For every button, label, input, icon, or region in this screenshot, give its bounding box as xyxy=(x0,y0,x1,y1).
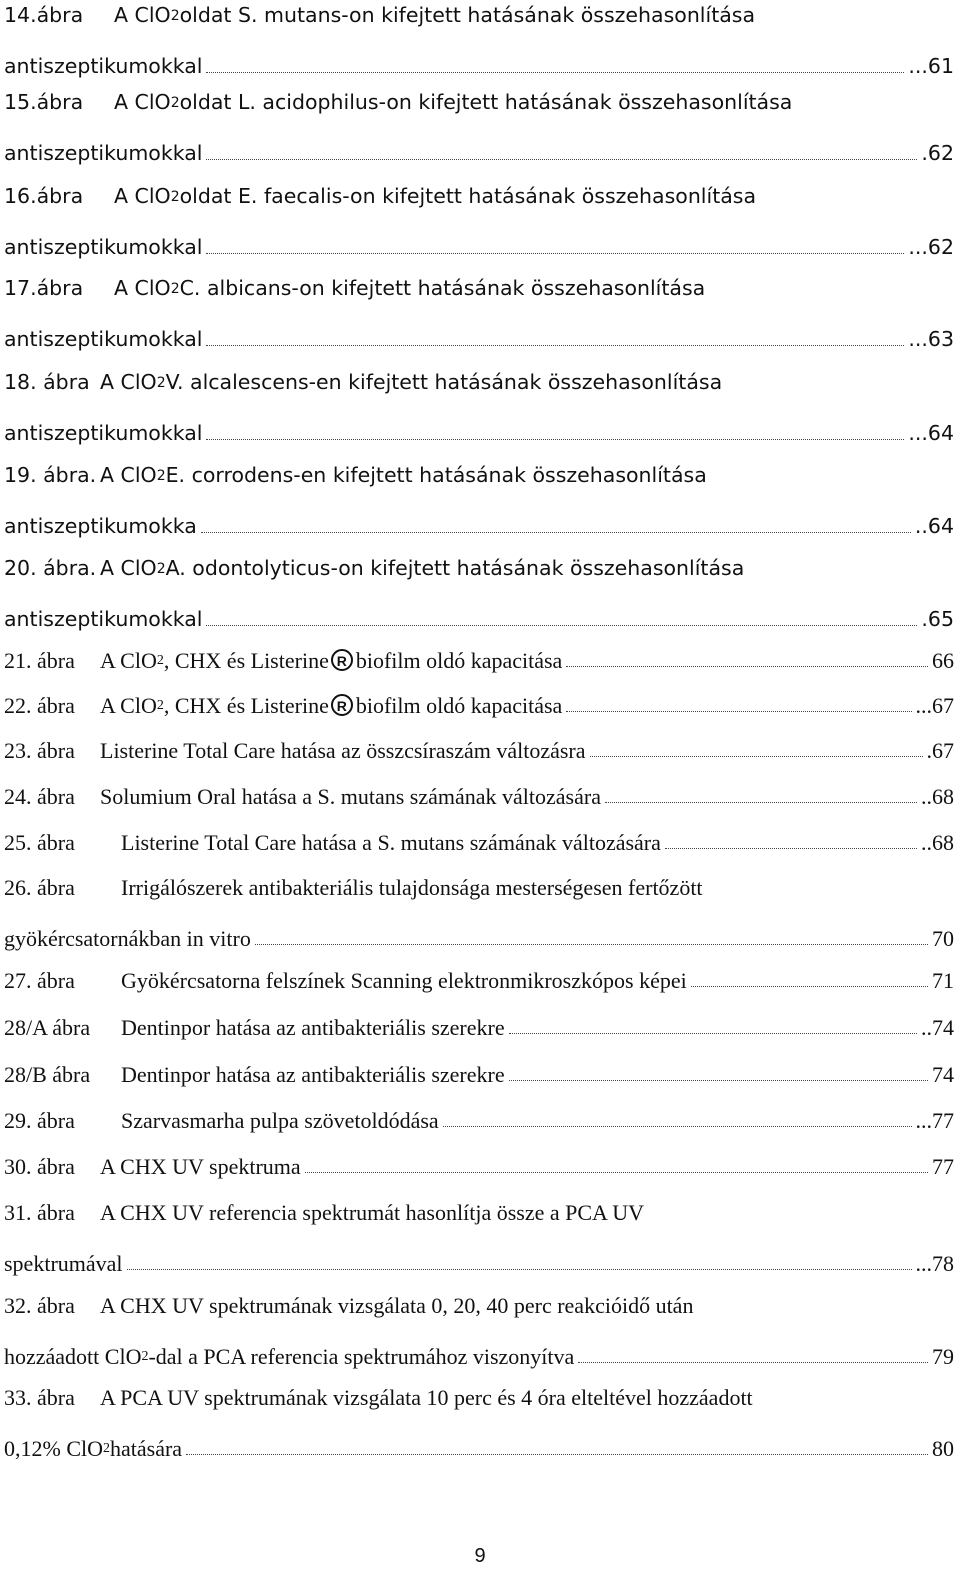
entry-title-continuation: antiszeptikumokkal xyxy=(4,235,203,260)
registered-icon: R xyxy=(331,694,353,716)
entry-title-line xyxy=(4,1187,954,1238)
toc-entry[interactable] xyxy=(4,725,954,776)
leader-dots xyxy=(566,666,928,667)
entry-title: Dentinpor hatása az antibakteriális szerekre xyxy=(121,1061,505,1087)
toc-entry[interactable] xyxy=(4,955,954,1006)
page-ref: 70 xyxy=(932,925,954,951)
clo2-prefix: hozzáadott ClO xyxy=(4,1343,142,1369)
entry-title-end: biofilm oldó kapacitása xyxy=(355,692,563,718)
entry-title: A CHX UV spektrumának vizsgálata 0, 20, 40 perc reakcióidő után xyxy=(100,1292,694,1318)
figure-number: 19. ábra. xyxy=(4,463,97,488)
entry-title: Listerine Total Care hatása a S. mutans számának változására xyxy=(121,829,661,855)
page-ref: ...62 xyxy=(908,235,954,260)
figure-number: 30. ábra xyxy=(4,1153,75,1179)
page-ref: 74 xyxy=(932,1061,954,1087)
figure-number: 18. ábra xyxy=(4,370,90,395)
figure-number: 25. ábra xyxy=(4,829,75,855)
toc-entry[interactable] xyxy=(4,357,954,459)
toc-entry[interactable] xyxy=(4,1049,954,1100)
entry-title-line xyxy=(4,1002,954,1053)
entry-title-continuation: antiszeptikumokkal xyxy=(4,607,203,632)
figure-number: 28/A ábra xyxy=(4,1014,91,1040)
toc-entry[interactable] xyxy=(4,635,954,686)
toc-entry[interactable] xyxy=(4,1141,954,1192)
entry-title: oldat S. mutans-on kifejtett hatásának összehasonlítása xyxy=(179,3,756,28)
entry-title: A CHX UV spektruma xyxy=(100,1153,301,1179)
clo2-prefix: A ClO xyxy=(100,647,157,673)
figure-number: 24. ábra xyxy=(4,783,75,809)
figure-number: 21. ábra xyxy=(4,647,75,673)
clo2-prefix: A ClO xyxy=(100,370,157,395)
figure-number: 20. ábra. xyxy=(4,556,97,581)
entry-title: C. albicans-on kifejtett hatásának összehasonlítása xyxy=(179,276,706,301)
clo2-prefix: A ClO xyxy=(114,3,171,28)
entry-title: A PCA UV spektrumának vizsgálata 10 perc és 4 óra elteltével hozzáadott xyxy=(100,1384,753,1410)
entry-title-line xyxy=(4,725,954,776)
leader-dots xyxy=(590,756,923,757)
toc-entry[interactable] xyxy=(4,817,954,868)
toc-entry[interactable] xyxy=(4,263,954,365)
figure-number: 32. ábra xyxy=(4,1292,75,1318)
entry-title: Dentinpor hatása az antibakteriális szerekre xyxy=(121,1014,505,1040)
page-ref: 66 xyxy=(932,647,954,673)
entry-title-continuation: antiszeptikumokka xyxy=(4,514,197,539)
toc-entry[interactable] xyxy=(4,771,954,822)
entry-title: Solumium Oral hatása a S. mutans számának változására xyxy=(100,783,601,809)
leader-dots xyxy=(605,802,917,803)
entry-title-line: 20. ábra. A ClO 2 A. odontolyticus-on kifejtett hatásának összehasonlítása xyxy=(4,556,745,581)
entry-title: A. odontolyticus-on kifejtett hatásának összehasonlítása xyxy=(165,556,745,581)
toc-entry[interactable] xyxy=(4,543,954,645)
entry-title: A CHX UV referencia spektrumát hasonlítja össze a PCA UV xyxy=(100,1199,644,1225)
toc-entry[interactable] xyxy=(4,450,954,552)
clo2-prefix: A ClO xyxy=(100,692,157,718)
page-ref: ..68 xyxy=(921,783,954,809)
page-ref: .62 xyxy=(921,141,954,166)
page-ref: ...67 xyxy=(915,692,954,718)
figure-number: 16.ábra xyxy=(4,184,84,209)
entry-title: V. alcalescens-en kifejtett hatásának összehasonlítása xyxy=(165,370,723,395)
page-ref: ...78 xyxy=(915,1250,954,1276)
entry-continuation-line: hozzáadott ClO 2 -dal a PCA referencia spektrumához viszonyítva 79 xyxy=(4,1343,954,1369)
entry-title: Irrigálószerek antibakteriális tulajdonsága mesterségesen fertőzött xyxy=(121,874,703,900)
figure-number: 22. ábra xyxy=(4,692,75,718)
leader-dots xyxy=(206,625,917,626)
entry-title-continuation: antiszeptikumokkal xyxy=(4,327,203,352)
entry-title: Gyökércsatorna felszínek Scanning elektronmikroszkópos képei xyxy=(121,967,687,993)
clo2-prefix: A ClO xyxy=(114,276,171,301)
leader-dots xyxy=(127,1269,912,1270)
entry-title-continuation: antiszeptikumokkal xyxy=(4,54,203,79)
figure-number: 28/B ábra xyxy=(4,1061,91,1087)
leader-dots xyxy=(578,1362,928,1363)
entry-title: oldat E. faecalis-on kifejtett hatásának összehasonlítása xyxy=(179,184,757,209)
figure-number: 29. ábra xyxy=(4,1107,75,1133)
figure-number: 15.ábra xyxy=(4,90,84,115)
entry-title-continuation: antiszeptikumokkal xyxy=(4,421,203,446)
entry-title-line: 19. ábra. A ClO 2 E. corrodens-en kifejtett hatásának összehasonlítása xyxy=(4,463,707,488)
entry-title-line xyxy=(4,1141,954,1192)
entry-title: E. corrodens-en kifejtett hatásának összehasonlítása xyxy=(165,463,707,488)
page-number: 9 xyxy=(474,1545,486,1567)
entry-title-line: 17.ábra A ClO 2 C. albicans-on kifejtett hatásának összehasonlítása xyxy=(4,276,706,301)
figure-number: 17.ábra xyxy=(4,276,84,301)
entry-title-continuation: -dal a PCA referencia spektrumához viszonyítva xyxy=(148,1343,575,1369)
figure-number: 14.ábra xyxy=(4,3,84,28)
entry-title-line xyxy=(4,1095,954,1146)
leader-dots xyxy=(305,1172,928,1173)
page-ref: 77 xyxy=(932,1153,954,1179)
registered-icon: R xyxy=(331,649,353,671)
leader-dots xyxy=(509,1033,917,1034)
leader-dots xyxy=(255,944,928,945)
toc-entry[interactable] xyxy=(4,1372,954,1474)
entry-title-continuation: antiszeptikumokkal xyxy=(4,141,203,166)
leader-dots xyxy=(443,1126,912,1127)
page-ref: ...61 xyxy=(908,54,954,79)
leader-dots xyxy=(206,253,904,254)
page-ref: ..64 xyxy=(914,514,954,539)
leader-dots xyxy=(206,345,904,346)
entry-title-line xyxy=(4,771,954,822)
toc-entry[interactable] xyxy=(4,680,954,731)
entry-title-line: 14.ábra A ClO 2 oldat S. mutans-on kifejtett hatásának összehasonlítása xyxy=(4,3,756,28)
leader-dots xyxy=(566,711,911,712)
entry-title-line xyxy=(4,1280,954,1331)
entry-title: Szarvasmarha pulpa szövetoldódása xyxy=(121,1107,439,1133)
entry-title: oldat L. acidophilus-on kifejtett hatásának összehasonlítása xyxy=(179,90,793,115)
figure-number: 33. ábra xyxy=(4,1384,75,1410)
figure-number: 31. ábra xyxy=(4,1199,75,1225)
leader-dots xyxy=(186,1454,928,1455)
leader-dots xyxy=(206,72,904,73)
leader-dots xyxy=(206,439,904,440)
page-ref: ..74 xyxy=(921,1014,954,1040)
page-ref: ...77 xyxy=(915,1107,954,1133)
entry-continuation-line: 0,12% ClO 2 hatására 80 xyxy=(4,1435,954,1461)
page-ref: .65 xyxy=(921,607,954,632)
page-ref: ...64 xyxy=(908,421,954,446)
figure-number: 23. ábra xyxy=(4,737,75,763)
clo2-prefix: A ClO xyxy=(100,556,157,581)
entry-title: , CHX és Listerine xyxy=(163,692,329,718)
toc-entry[interactable] xyxy=(4,1095,954,1146)
page-ref: 80 xyxy=(932,1435,954,1461)
entry-title-continuation: spektrumával xyxy=(4,1250,123,1276)
entry-title: , CHX és Listerine xyxy=(163,647,329,673)
clo2-prefix: A ClO xyxy=(114,184,171,209)
entry-title-line xyxy=(4,817,954,868)
leader-dots xyxy=(201,532,911,533)
entry-title-continuation: hatására xyxy=(110,1435,183,1461)
entry-title-line xyxy=(4,862,954,913)
entry-title-line xyxy=(4,1049,954,1100)
entry-title-line: 15.ábra A ClO 2 oldat L. acidophilus-on kifejtett hatásának összehasonlítása xyxy=(4,90,793,115)
figure-number: 27. ábra xyxy=(4,967,75,993)
page-ref: 79 xyxy=(932,1343,954,1369)
toc-entry[interactable] xyxy=(4,1187,954,1289)
toc-entry[interactable] xyxy=(4,862,954,964)
leader-dots xyxy=(665,848,917,849)
leader-dots xyxy=(206,159,917,160)
entry-title-continuation: gyökércsatornákban in vitro xyxy=(4,925,251,951)
leader-dots xyxy=(691,986,928,987)
toc-entry[interactable] xyxy=(4,77,954,179)
entry-title-line: 18. ábra A ClO 2 V. alcalescens-en kifejtett hatásának összehasonlítása xyxy=(4,370,723,395)
clo2-prefix: A ClO xyxy=(114,90,171,115)
leader-dots xyxy=(509,1080,928,1081)
entry-title-end: biofilm oldó kapacitása xyxy=(355,647,563,673)
entry-title: Listerine Total Care hatása az összcsíraszám változásra xyxy=(100,737,586,763)
entry-title-line: 22. ábra A ClO 2 , CHX és Listerine R biofilm oldó kapacitása ...67 xyxy=(4,692,954,718)
toc-entry[interactable] xyxy=(4,1002,954,1053)
entry-title-line: 16.ábra A ClO 2 oldat E. faecalis-on kifejtett hatásának összehasonlítása xyxy=(4,184,757,209)
toc-entry[interactable] xyxy=(4,1280,954,1382)
page-ref: ...63 xyxy=(908,327,954,352)
entry-title-line: 21. ábra A ClO 2 , CHX és Listerine R biofilm oldó kapacitása 66 xyxy=(4,647,954,673)
page-ref: .67 xyxy=(926,737,954,763)
figure-number: 26. ábra xyxy=(4,874,75,900)
entry-title-line xyxy=(4,955,954,1006)
clo2-prefix: A ClO xyxy=(100,463,157,488)
entry-title-line xyxy=(4,1372,954,1423)
clo2-prefix: 0,12% ClO xyxy=(4,1435,103,1461)
toc-entry[interactable] xyxy=(4,171,954,273)
page-ref: ..68 xyxy=(921,829,954,855)
page-ref: 71 xyxy=(932,967,954,993)
